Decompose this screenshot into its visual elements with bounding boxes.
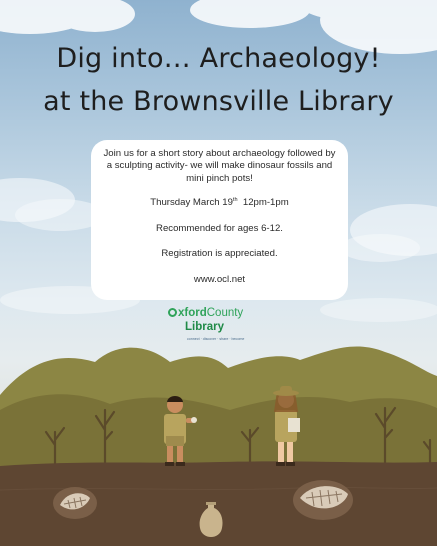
event-description: Join us for a short story about archaeology followed by a sculpting activity- we will make dinosaur fossils and mini pinch pots!	[103, 148, 336, 184]
age-recommendation: Recommended for ages 6-12.	[156, 222, 283, 234]
logo-wordmark	[168, 306, 243, 320]
event-time: 12pm-1pm	[242, 197, 289, 209]
logo-library: Library	[185, 321, 224, 333]
event-details-card	[91, 140, 348, 300]
event-title-line-1: Dig into… Archaeology!	[56, 43, 381, 74]
event-title-line-2: at the Brownsville Library	[43, 86, 394, 117]
fossil-right	[293, 480, 353, 520]
event-date-suffix: th	[232, 197, 238, 204]
logo-oxford: xford	[178, 307, 207, 319]
oxford-county-library-logo[interactable]	[168, 306, 268, 346]
registration-note: Registration is appreciated.	[161, 248, 278, 260]
logo-o-icon	[168, 308, 177, 317]
website-link[interactable]: www.ocl.net	[193, 274, 246, 286]
fossil-left	[53, 487, 97, 519]
event-date-time	[103, 197, 336, 209]
event-date: Thursday March 19	[150, 197, 233, 209]
logo-county: County	[206, 307, 244, 319]
logo-tagline: connect · discover · share · become	[187, 337, 245, 341]
